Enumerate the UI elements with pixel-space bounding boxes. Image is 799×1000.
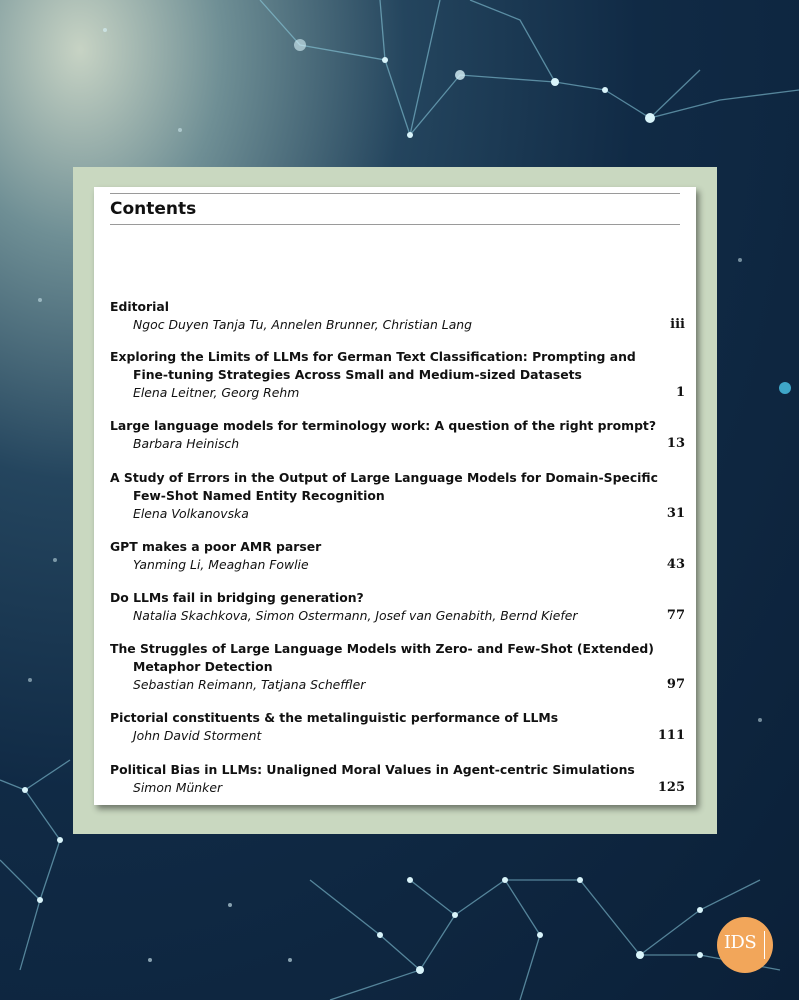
toc-entry[interactable] (110, 761, 685, 797)
entry-title: Political Bias in LLMs: Unaligned Moral Values in Agent-centric Simulations (110, 762, 635, 777)
ids-logo-text: IDS (723, 932, 757, 953)
contents-page (94, 187, 696, 805)
entry-page-number: 31 (666, 506, 685, 521)
top-rule (110, 193, 680, 194)
entry-page-number: 77 (666, 608, 685, 623)
entry-page-number: iii (670, 317, 685, 332)
entry-page-number: 97 (666, 677, 685, 692)
entry-title: Do LLMs fail in bridging generation? (110, 590, 364, 605)
entry-authors: Barbara Heinisch (133, 436, 240, 451)
entry-authors: Elena Leitner, Georg Rehm (133, 385, 300, 400)
entry-title: Pictorial constituents & the metalinguistic performance of LLMs (110, 710, 559, 725)
entry-authors: Yanming Li, Meaghan Fowlie (133, 557, 309, 572)
toc-entry[interactable] (110, 538, 685, 574)
heading-rule (110, 224, 680, 225)
ids-logo (717, 917, 773, 973)
entry-title: GPT makes a poor AMR parser (110, 539, 322, 554)
toc-entry[interactable] (110, 417, 685, 453)
ids-logo-bar (764, 931, 765, 959)
toc-entry[interactable] (110, 589, 685, 625)
toc-entry[interactable] (110, 469, 685, 523)
entry-page-number: 1 (675, 385, 685, 400)
contents-heading: Contents (110, 199, 197, 219)
entry-authors: Simon Münker (133, 780, 223, 795)
entry-page-number: 111 (657, 728, 685, 743)
entry-authors: Ngoc Duyen Tanja Tu, Annelen Brunner, Christian Lang (133, 317, 473, 332)
entry-authors: Elena Volkanovska (133, 506, 249, 521)
entry-title: A Study of Errors in the Output of Large Language Models for Domain-Specific Few-Shot Named Entity Recognition (110, 470, 658, 503)
entry-title: The Struggles of Large Language Models with Zero- and Few-Shot (Extended) Metaphor Detection (110, 641, 654, 674)
entry-title: Large language models for terminology work: A question of the right prompt? (110, 418, 657, 433)
entry-authors: Sebastian Reimann, Tatjana Scheffler (133, 677, 366, 692)
entry-page-number: 43 (666, 557, 685, 572)
entry-title: Exploring the Limits of LLMs for German Text Classification: Prompting and Fine-tuning Strategies Across Small and Medium-sized Datasets (110, 349, 636, 382)
entry-page-number: 13 (666, 436, 685, 451)
entry-page-number: 125 (657, 780, 685, 795)
toc-entry[interactable] (110, 348, 685, 402)
toc-entry[interactable] (110, 298, 685, 334)
entry-authors: Natalia Skachkova, Simon Ostermann, Josef van Genabith, Bernd Kiefer (133, 608, 578, 623)
toc-entry[interactable] (110, 640, 685, 694)
entry-authors: John David Storment (133, 728, 262, 743)
toc-entry[interactable] (110, 709, 685, 745)
entry-title: Editorial (110, 299, 169, 314)
